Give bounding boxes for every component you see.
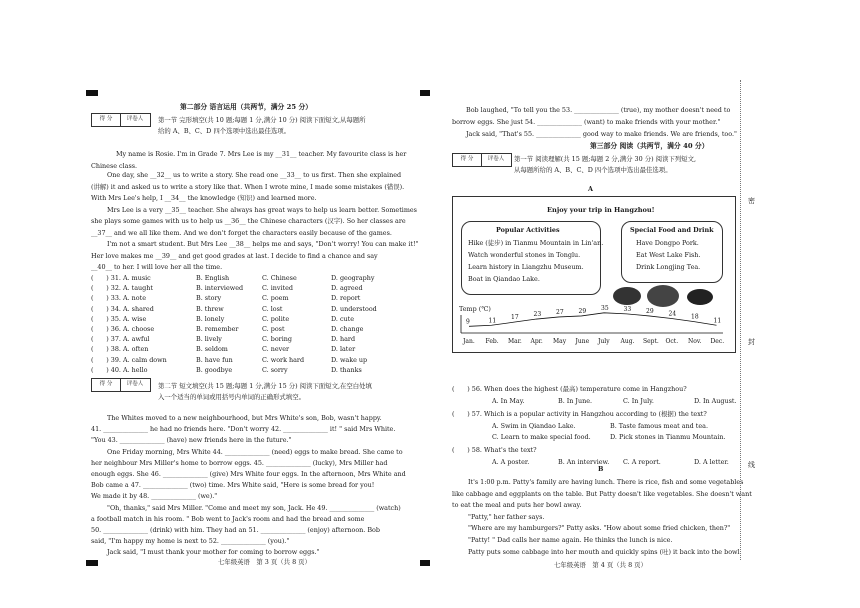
passage-line: Chinese class. (91, 162, 138, 170)
month-tick-label: Apr. (530, 338, 543, 345)
right-page (430, 0, 860, 608)
seal-mark-mi: 密 (748, 197, 755, 205)
answer-option[interactable]: C. invited (262, 284, 293, 293)
month-tick-label: June (575, 338, 590, 345)
passage-line: enough eggs. She 46. ______________ (give) Mrs White four eggs. In the afternoon, Mrs White and (91, 470, 406, 478)
food-title: Special Food and Drink (630, 226, 714, 234)
answer-option[interactable]: D. cute (331, 314, 355, 323)
poster-title: Enjoy your trip in Hangzhou! (547, 206, 655, 214)
answer-option[interactable]: C. polite (262, 314, 290, 323)
passage-line: Patty puts some cabbage into her mouth and quickly spins (吐) it back into the bowl. (468, 547, 742, 556)
answer-option[interactable]: D. wake up (331, 355, 368, 364)
month-tick-label: Sept. (643, 338, 659, 345)
passage-line: With Mrs Lee's help, I __34__ the knowledge (知识) and learned more. (91, 194, 317, 202)
answer-option[interactable]: B. lonely (196, 314, 225, 323)
answer-option[interactable]: B. story (196, 294, 222, 303)
score-box: 得 分 评卷人 (91, 113, 151, 127)
temperature-value-label: 23 (533, 311, 542, 319)
section-title: 第二部分 语言运用（共两节，满分 25 分） (180, 103, 313, 111)
passage-line: like cabbage and eggplants on the table. But Patty doesn't like vegetables. She doesn't want (452, 489, 752, 498)
registration-mark (420, 90, 430, 96)
answer-option[interactable]: C. lost (262, 304, 283, 313)
activity-item: Watch wonderful stones in Tonglu. (468, 251, 581, 259)
passage-line: "Where are my hamburgers?" Patty asks. "How about some fried chicken, then?" (468, 524, 731, 533)
passage-line: borrow eggs. She just 54. ______________ (want) to make friends with your mother." (452, 118, 721, 126)
month-tick-label: Aug. (620, 338, 635, 345)
answer-option[interactable]: B. have fun (196, 355, 233, 364)
temperature-chart (453, 197, 735, 352)
passage-line: One day, she __32__ us to write a story. She read one __33__ to us first. Then she explained (107, 171, 402, 179)
passage-line: We made it by 48. ______________ (we)." (91, 492, 218, 501)
answer-option[interactable]: B. An interview. (558, 458, 610, 466)
temperature-value-label: 29 (578, 307, 587, 315)
question-stem: ( ) 57. Which is a popular activity in Hangzhou according to (根据) the text? (452, 410, 707, 418)
passage-line: "Patty," her father says. (468, 512, 545, 521)
passage-line: __37__ and we all like them. And we don't forget the characters easily because of the games. (91, 229, 392, 237)
month-tick-label: Nov. (688, 338, 702, 345)
temperature-value-label: 27 (556, 308, 564, 316)
hangzhou-poster (452, 196, 736, 353)
temperature-value-label: 9 (466, 318, 470, 326)
question-number: ( ) 32. A. taught (91, 284, 153, 293)
passage-line: "Oh, thanks," said Mrs Miller. "Come and meet my son, Jack. He 49. ______________ (watch) (107, 503, 401, 512)
passage-line: I'm not a smart student. But Mrs Lee __38__ helps me and says, "Don't worry! You can make it!" (107, 240, 419, 248)
passage-line: Bob came a 47. ______________ (two) time. Mrs White said, "Here is some bread for you! (91, 481, 375, 490)
passage-line: One Friday morning, Mrs White 44. ______________ (need) eggs to make bread. She came to (107, 447, 403, 456)
section-heading: 入一个适当的单词或用括号内单词的正确形式填空。 (158, 393, 305, 401)
question-stem: ( ) 56. When does the highest (最高) temperature come in Hangzhou? (452, 385, 687, 393)
passage-line: a football match in his room. " Bob went to Jack's room and had the bread and some (91, 514, 365, 523)
section-heading: 第二节 短文填空(共 15 题;每题 1 分,满分 15 分) 阅读下面短文,在空白处填 (158, 382, 372, 390)
month-tick-label: Dec. (710, 338, 725, 345)
temperature-value-label: 35 (601, 304, 609, 312)
passage-line: 50. ______________ (drink) with him. They had an 51. ______________ (enjoy) afternoon. Bob (91, 526, 380, 534)
answer-option[interactable]: A. In May. (492, 397, 525, 405)
food-item: Eat West Lake Fish. (636, 251, 701, 259)
temp-axis-label: Temp (℃) (459, 305, 491, 313)
score-box: 得 分 评卷人 (452, 153, 512, 167)
section-title: 第三部分 阅读（共两节，满分 40 分） (590, 142, 709, 150)
binding-line (740, 80, 741, 560)
answer-option[interactable]: C. In July. (623, 397, 654, 405)
question-number: ( ) 36. A. choose (91, 325, 155, 333)
question-number: ( ) 39. A. calm down (91, 355, 167, 364)
month-tick-label: Feb. (485, 338, 499, 345)
answer-option[interactable]: D. change (331, 325, 364, 333)
section-heading: 给的 A、B、C、D 四个选项中选出最佳选项。 (158, 127, 291, 135)
passage-line: "You 43. ______________ (have) new friends here in the future." (91, 436, 292, 445)
answer-option[interactable]: D. hard (331, 335, 356, 344)
passage-label: B (598, 465, 604, 473)
passage-line: (讲解) it and asked us to write a story like that. When I wrote mine, I made some mistakes (错误). (91, 183, 405, 191)
passage-line: It's 1:00 p.m. Patty's family are having lunch. There is rice, fish and some vegetables (468, 478, 744, 486)
answer-option[interactable]: B. seldom (196, 345, 228, 354)
month-tick-label: July (598, 338, 610, 345)
answer-option[interactable]: D. geography (331, 274, 375, 282)
temperature-value-label: 18 (691, 313, 699, 321)
passage-line: Mrs Lee is a very __35__ teacher. She always has great ways to help us learn better. Sometimes (107, 206, 417, 214)
temperature-value-label: 33 (623, 305, 632, 313)
answer-option[interactable]: C. Chinese (262, 274, 297, 282)
answer-option[interactable]: C. never (262, 345, 290, 354)
month-tick-label: May (553, 338, 567, 345)
registration-mark (86, 560, 98, 566)
answer-option[interactable]: B. In June. (558, 397, 593, 405)
section-heading: 从每题所给的 A、B、C、D 四个选项中选出最佳选项。 (514, 166, 672, 174)
passage-line: The Whites moved to a new neighbourhood, but Mrs White's son, Bob, wasn't happy. (107, 414, 382, 422)
question-number: ( ) 34. A. shared (91, 304, 154, 313)
activity-item: Boat in Qiandao Lake. (468, 275, 540, 283)
temperature-value-label: 29 (646, 307, 654, 315)
food-item: Have Dongpo Pork. (636, 239, 699, 247)
passage-line: said, "I'm happy my home is next to 52. ______________ (you)." (91, 537, 290, 546)
answer-option[interactable]: C. poem (262, 294, 289, 303)
month-tick-label: Mar. (508, 338, 522, 345)
passage-line: Bob laughed, "To tell you the 53. ______________ (true), my mother doesn't need to (466, 106, 731, 114)
section-heading: 第一节 完形填空(共 10 题;每题 1 分,满分 10 分) 阅读下面短文,从每题所 (158, 116, 366, 124)
answer-option[interactable]: D. A letter. (694, 458, 729, 466)
activities-title: Popular Activities (496, 226, 560, 234)
month-tick-label: Jan. (463, 338, 475, 345)
passage-line: she plays some games with us to help us __36__ the Chinese characters (汉字). So her classes are (91, 217, 406, 225)
question-number: ( ) 35. A. wise (91, 314, 147, 323)
answer-option[interactable]: D. In August. (694, 397, 737, 405)
temperature-value-label: 24 (668, 310, 677, 318)
temperature-value-label: 11 (713, 317, 722, 325)
answer-option[interactable]: D. thanks (331, 365, 362, 374)
answer-option[interactable]: B. threw (196, 304, 224, 313)
registration-mark (420, 560, 430, 566)
answer-option[interactable]: C. Learn to make special food. (492, 433, 591, 441)
answer-option[interactable]: B. interviewed (196, 284, 244, 293)
passage-line: My name is Rosie. I'm in Grade 7. Mrs Lee is my __31__ teacher. My favourite class is her (116, 150, 407, 158)
seal-mark-xian: 线 (748, 461, 755, 469)
page-footer: 七年级英语 第 3 页（共 8 页） (218, 558, 311, 566)
page-footer: 七年级英语 第 4 页（共 8 页） (554, 561, 647, 569)
passage-label: A (588, 185, 593, 193)
passage-line: to eat the meal and puts her bowl away. (452, 501, 582, 510)
passage-line: Her love makes me __39__ and get good grades at last. I decide to find a chance and say (91, 252, 378, 260)
section-heading: 第一节 阅读理解(共 15 题;每题 2 分,满分 30 分) 阅读下列短文, (514, 155, 696, 163)
answer-option[interactable]: D. report (331, 294, 361, 303)
month-tick-label: Oct. (665, 338, 679, 345)
passage-line: "Patty! " Dad calls her name again. He thinks the lunch is nice. (468, 536, 673, 544)
answer-option[interactable]: B. goodbye (196, 365, 233, 374)
passage-line: __40__ to her. I will love her all the time. (91, 263, 223, 271)
question-stem: ( ) 58. What's the text? (452, 446, 537, 454)
answer-option[interactable]: C. A report. (623, 458, 661, 466)
temperature-value-label: 11 (488, 317, 497, 325)
answer-option[interactable]: B. remember (196, 325, 239, 333)
question-number: ( ) 31. A. music (91, 274, 151, 282)
passage-line: Jack said, "I must thank your mother for coming to borrow eggs." (107, 548, 320, 557)
activity-item: Hike (徒步) in Tianmu Mountain in Lin'an. (468, 239, 604, 247)
answer-option[interactable]: A. Swim in Qiandao Lake. (492, 422, 576, 430)
answer-option[interactable]: B. lively (196, 335, 222, 344)
answer-option[interactable]: C. boring (262, 335, 292, 344)
question-number: ( ) 40. A. hello (91, 365, 148, 374)
answer-option[interactable]: C. sorry (262, 365, 288, 374)
food-item: Drink Longjing Tea. (636, 263, 701, 271)
passage-line: her neighbour Mrs Miller's home to borrow eggs. 45. ______________ (lucky), Mrs Miller had (91, 458, 388, 467)
answer-option[interactable]: D. understood (331, 304, 377, 313)
answer-option[interactable]: D. Pick stones in Tianmu Mountain. (610, 433, 726, 441)
activity-item: Learn history in Liangzhu Museum. (468, 263, 584, 271)
answer-option[interactable]: D. later (331, 345, 356, 354)
question-number: ( ) 33. A. note (91, 294, 146, 303)
question-number: ( ) 38. A. often (91, 345, 149, 354)
answer-option[interactable]: C. work hard (262, 355, 305, 364)
answer-option[interactable]: A. A poster. (492, 458, 530, 466)
answer-option[interactable]: B. Taste famous meat and tea. (610, 422, 708, 430)
score-box: 得 分 评卷人 (91, 378, 151, 392)
passage-line: 41. ______________ he had no friends here. "Don't worry 42. ______________ it! " said Mrs White. (91, 425, 396, 434)
passage-line: Jack said, "That's 55. ______________ good way to make friends. We are friends, too." (466, 130, 737, 138)
answer-option[interactable]: C. post (262, 325, 285, 333)
temperature-value-label: 17 (511, 314, 519, 322)
answer-option[interactable]: B. English (196, 274, 230, 282)
seal-mark-feng: 封 (748, 338, 755, 346)
question-number: ( ) 37. A. awful (91, 335, 150, 344)
answer-option[interactable]: D. agreed (331, 284, 363, 293)
registration-mark (86, 90, 98, 96)
